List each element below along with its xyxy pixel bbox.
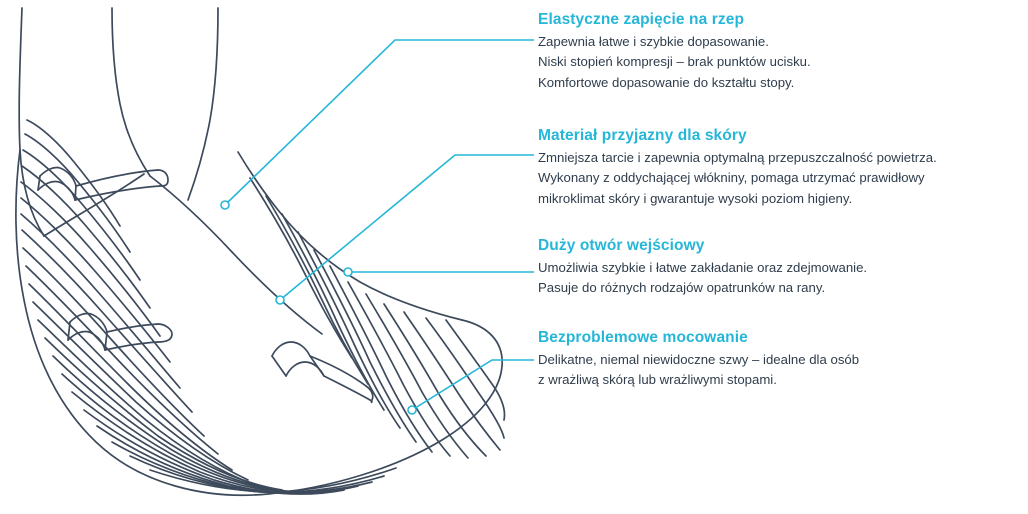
feature-line: Niski stopień kompresji – brak punktów ucisku. <box>538 54 811 70</box>
feature-line: Umożliwia szybkie i łatwe zakładanie oraz zdejmowanie. <box>538 260 868 276</box>
feature-title: Elastyczne zapięcie na rzep <box>538 11 745 28</box>
feature-body <box>538 350 1028 390</box>
feature-body <box>538 32 1028 92</box>
feature-block-bezproblemowe-mocowanie <box>538 328 1028 391</box>
feature-line: Delikatne, niemal niewidoczne szwy – idealne dla osób <box>538 352 860 368</box>
feature-block-elastyczne-zapiecie <box>538 10 1028 93</box>
feature-title: Bezproblemowe mocowanie <box>538 329 748 346</box>
feature-line: Wykonany z oddychającej włókniny, pomaga utrzymać prawidłowy <box>538 170 925 186</box>
feature-block-material-przyjazny <box>538 126 1028 209</box>
feature-title: Materiał przyjazny dla skóry <box>538 127 747 144</box>
feature-line: Zmniejsza tarcie i zapewnia optymalną przepuszczalność powietrza. <box>538 150 937 166</box>
feature-line: Komfortowe dopasowanie do kształtu stopy. <box>538 74 795 90</box>
feature-line: mikroklimat skóry i gwarantuje wysoki poziom higieny. <box>538 190 853 206</box>
feature-line: Zapewnia łatwe i szybkie dopasowanie. <box>538 34 769 50</box>
feature-line: z wrażliwą skórą lub wrażliwymi stopami. <box>538 372 777 388</box>
feature-block-duzy-otwor-wejsciowy <box>538 236 1028 299</box>
feature-line: Pasuje do różnych rodzajów opatrunków na rany. <box>538 280 826 296</box>
feature-body <box>538 148 1028 208</box>
feature-body <box>538 258 1028 298</box>
feature-title: Duży otwór wejściowy <box>538 237 705 254</box>
